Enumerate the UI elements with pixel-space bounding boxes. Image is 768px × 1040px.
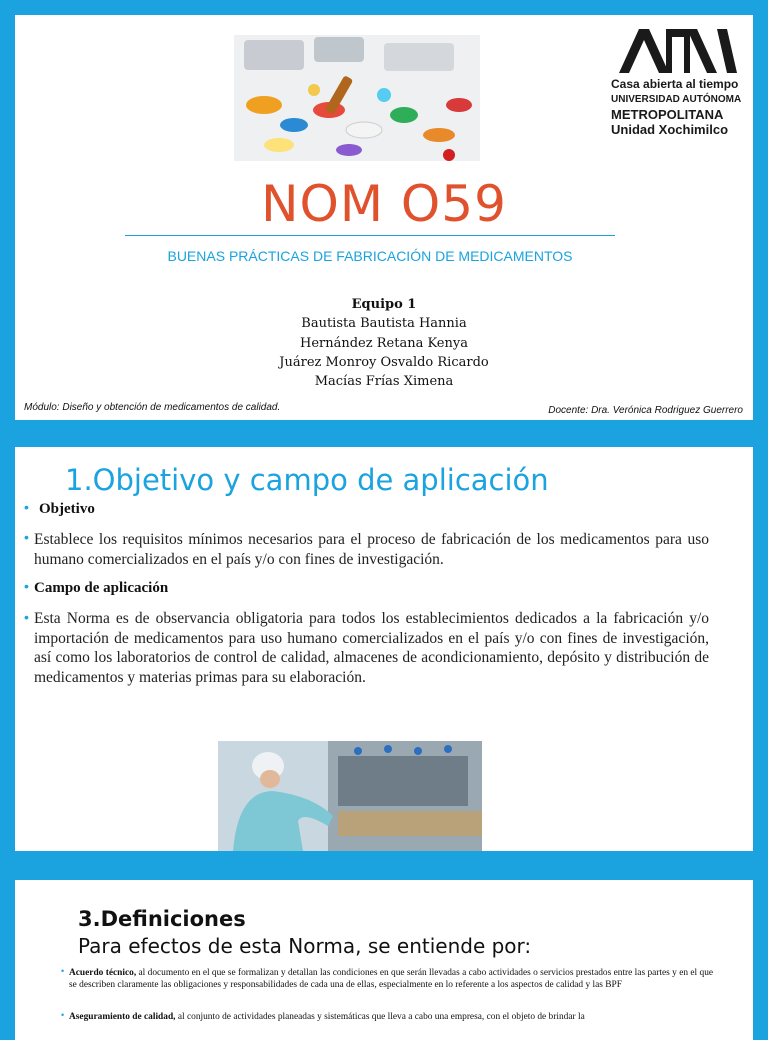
campo-text: Esta Norma es de observancia obligatoria para todos los establecimientos dedicados a la fabricación y/o importación de medicamentos para uso humano comercializados en el país y/o con fines de investigación, así como los laboratorios de control de calidad, almacenes de acondicionamiento, depósito y distribución de medicamentos y materias primas para su elaboración. [34, 610, 709, 686]
definition-term: Aseguramiento de calidad, [69, 1012, 176, 1022]
team-member: Bautista Bautista Hannia [301, 316, 467, 332]
definition-text: al conjunto de actividades planeadas y sistemáticas que lleva a cabo una empresa, con el objeto de brindar la [175, 1012, 585, 1022]
team-list [15, 295, 753, 391]
definition-item [69, 967, 719, 991]
bullet-icon: • [61, 1010, 65, 1020]
logo-line-2: UNIVERSIDAD AUTÓNOMA [611, 94, 742, 105]
logo-line-1: Casa abierta al tiempo [611, 77, 739, 91]
campo-label: Campo de aplicación [34, 580, 169, 596]
definition-text: al documento en el que se formalizan y detallan las condiciones en que serán llevadas a cabo actividades o servicios prestados entre las partes y en el que se describen claramente las obligaciones y responsabilidades de cada una de ellas, especialmente en lo referente a los aspectos de calidad y las BPF [69, 968, 714, 990]
section-heading: 1.Objetivo y campo de aplicación [65, 463, 549, 497]
logo-line-4: Unidad Xochimilco [611, 122, 729, 137]
team-header: Equipo 1 [351, 297, 417, 312]
definitions-slide [15, 880, 753, 1040]
medicine-pills-image [234, 35, 480, 161]
title-slide [15, 15, 753, 420]
team-member: Juárez Monroy Osvaldo Ricardo [279, 354, 489, 370]
bullet-icon: • [61, 966, 65, 976]
uam-logo [611, 25, 745, 145]
definition-item [69, 1011, 719, 1023]
bullet-icon: • [24, 529, 29, 545]
objetivo-label: Objetivo [39, 501, 95, 517]
presentation-title: NOM O59 [261, 175, 507, 233]
logo-line-3: METROPOLITANA [611, 107, 724, 122]
presentation-subtitle: BUENAS PRÁCTICAS DE FABRICACIÓN DE MEDICAMENTOS [167, 248, 573, 264]
teacher-label: Docente: Dra. Verónica Rodriguez Guerrero [548, 405, 743, 416]
definition-term: Acuerdo técnico, [69, 968, 137, 978]
uam-emblem [611, 25, 745, 75]
objetivo-text: Establece los requisitos mínimos necesarios para el proceso de fabricación de los medicamentos para uso humano comercializados en el país y/o con fines de investigación. [34, 531, 709, 568]
lab-worker-photo [218, 741, 482, 851]
definitions-heading: 3.Definiciones [78, 907, 246, 931]
title-divider [125, 235, 615, 236]
team-member: Hernández Retana Kenya [300, 335, 468, 351]
bullet-icon: • [24, 609, 29, 625]
team-member: Macías Frías Ximena [314, 374, 454, 390]
definitions-subheading: Para efectos de esta Norma, se entiende por: [78, 934, 532, 958]
bullet-icon: • [24, 499, 29, 515]
objective-slide [15, 447, 753, 851]
bullet-icon: • [24, 578, 29, 594]
module-label: Módulo: Diseño y obtención de medicamentos de calidad. [24, 402, 281, 413]
